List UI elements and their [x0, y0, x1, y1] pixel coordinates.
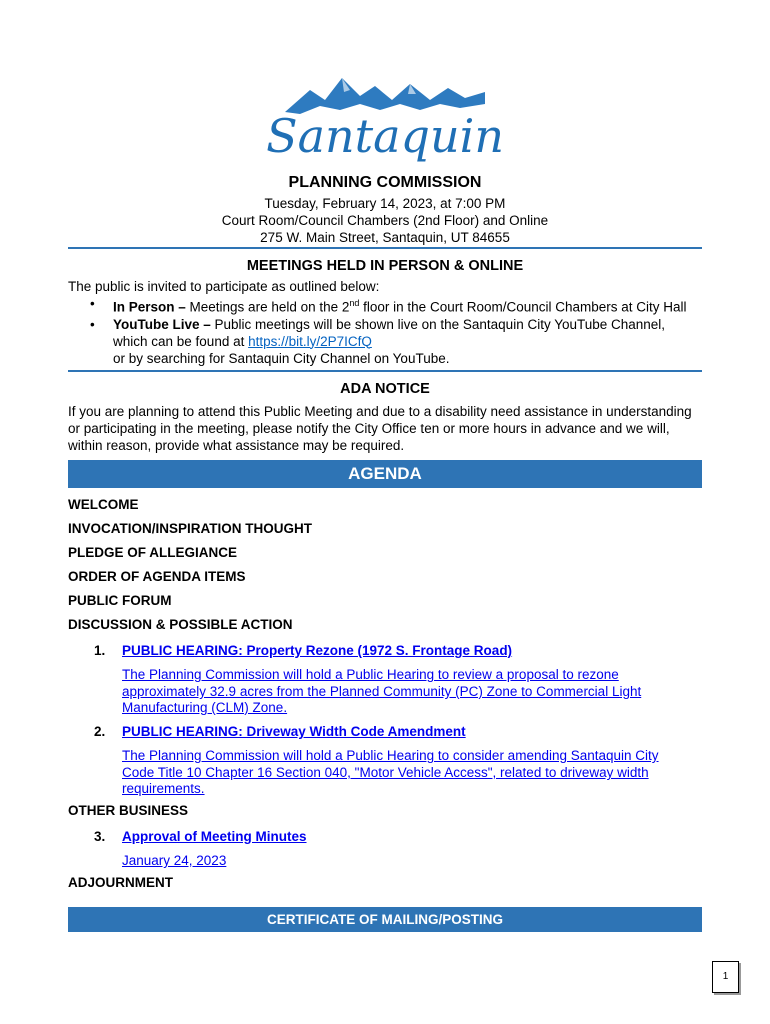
- welcome: WELCOME: [68, 497, 139, 512]
- in-person-text: Meetings are held on the 2: [185, 299, 350, 315]
- item-2-link[interactable]: PUBLIC HEARING: Driveway Width Code Amendment: [122, 724, 466, 739]
- meeting-location: Court Room/Council Chambers (2nd Floor) and Online: [221, 213, 549, 228]
- item-2-description-3[interactable]: requirements.: [122, 781, 205, 796]
- meeting-address: 275 W. Main Street, Santaquin, UT 84655: [260, 230, 510, 245]
- agenda-heading: AGENDA: [68, 460, 702, 488]
- ada-line2: or participating in the meeting, please notify the City Office ten or more hours in advance and we will,: [68, 421, 670, 436]
- other-business: OTHER BUSINESS: [68, 803, 189, 818]
- order-of-items: ORDER OF AGENDA ITEMS: [68, 569, 246, 584]
- youtube-link[interactable]: https://bit.ly/2P7ICfQ: [248, 333, 372, 349]
- item-2-description-1[interactable]: The Planning Commission will hold a Public Hearing to consider amending Santaquin City: [122, 748, 659, 763]
- bullet-icon: •: [90, 296, 95, 311]
- meeting-date: Tuesday, February 14, 2023, at 7:00 PM: [264, 196, 506, 211]
- pledge: PLEDGE OF ALLEGIANCE: [68, 545, 238, 560]
- item-number: 2.: [94, 724, 106, 739]
- youtube-line3: or by searching for Santaquin City Channel on YouTube.: [113, 350, 450, 366]
- page-title: PLANNING COMMISSION: [288, 174, 482, 191]
- meetings-intro: The public is invited to participate as outlined below:: [68, 279, 380, 294]
- santaquin-logo: [266, 70, 504, 174]
- in-person-sup: nd: [349, 298, 360, 308]
- in-person-text-2: floor in the Court Room/Council Chambers at City Hall: [359, 299, 687, 315]
- ada-line1: If you are planning to attend this Public Meeting and due to a disability need assistance in understanding: [68, 404, 692, 419]
- in-person-label: In Person –: [113, 299, 186, 315]
- item-3-description[interactable]: January 24, 2023: [122, 853, 227, 868]
- meetings-heading: MEETINGS HELD IN PERSON & ONLINE: [246, 258, 524, 274]
- item-1-description-3[interactable]: Manufacturing (CLM) Zone.: [122, 700, 288, 715]
- bullet-icon: •: [90, 316, 95, 332]
- item-3-link[interactable]: Approval of Meeting Minutes: [122, 829, 307, 844]
- list-item-youtube: [68, 316, 708, 367]
- divider: [68, 247, 702, 249]
- page-number: 1: [712, 961, 739, 993]
- divider: [68, 370, 702, 372]
- item-number: 3.: [94, 829, 106, 844]
- list-item-in-person: [68, 295, 708, 316]
- youtube-text: Public meetings will be shown live on the Santaquin City YouTube Channel,: [210, 316, 666, 332]
- adjournment: ADJOURNMENT: [68, 875, 174, 890]
- discussion-heading: DISCUSSION & POSSIBLE ACTION: [68, 617, 293, 632]
- youtube-label: YouTube Live –: [113, 316, 211, 332]
- meetings-list: [68, 295, 708, 367]
- item-number: 1.: [94, 643, 106, 658]
- certificate-heading: CERTIFICATE OF MAILING/POSTING: [68, 907, 702, 932]
- item-1-link[interactable]: PUBLIC HEARING: Property Rezone (1972 S. Frontage Road): [122, 643, 513, 658]
- ada-line3: within reason, provide what assistance may be required.: [68, 438, 405, 453]
- public-forum: PUBLIC FORUM: [68, 593, 172, 608]
- logo-text: Santaquin: [266, 109, 504, 163]
- item-2-description-2[interactable]: Code Title 10 Chapter 16 Section 040, "Motor Vehicle Access", related to driveway width: [122, 765, 649, 780]
- item-1-description-2[interactable]: approximately 32.9 acres from the Planned Community (PC) Zone to Commercial Light: [122, 684, 642, 699]
- invocation: INVOCATION/INSPIRATION THOUGHT: [68, 521, 312, 536]
- youtube-line2: which can be found at: [113, 333, 249, 349]
- item-1-description-1[interactable]: The Planning Commission will hold a Public Hearing to review a proposal to rezone: [122, 667, 619, 682]
- ada-heading: ADA NOTICE: [340, 381, 430, 397]
